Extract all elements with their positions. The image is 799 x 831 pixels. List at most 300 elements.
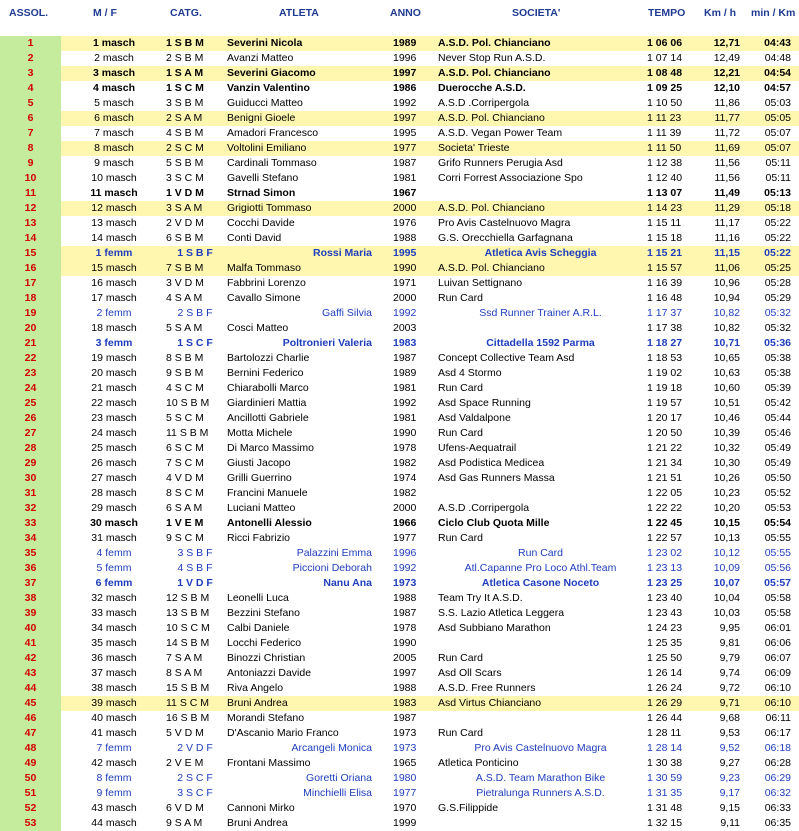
cell-position: 34	[0, 531, 61, 546]
cell-athlete: Fabbrini Lorenzo	[227, 277, 306, 289]
cell-athlete: Cavallo Simone	[227, 292, 301, 304]
cell-speed: 9,95	[719, 622, 740, 634]
cell-time: 1 22 22	[647, 502, 683, 514]
cell-time: 1 28 11	[647, 727, 682, 739]
cell-athlete: Vanzin Valentino	[227, 82, 310, 94]
table-row[interactable]	[0, 126, 799, 141]
cell-pace: 05:22	[764, 247, 791, 259]
cell-pace: 05:22	[764, 217, 791, 229]
cell-speed: 10,71	[713, 337, 740, 349]
cell-pace: 05:29	[764, 292, 791, 304]
cell-time: 1 26 24	[647, 682, 683, 694]
cell-club: S.S. Lazio Atletica Leggera	[438, 607, 565, 619]
cell-position: 51	[0, 786, 61, 801]
cell-time: 1 09 25	[647, 82, 683, 94]
cell-position: 26	[0, 411, 61, 426]
cell-athlete: Luciani Matteo	[227, 502, 296, 514]
cell-club: Atletica Avis Scheggia	[484, 247, 597, 259]
cell-pace: 05:07	[764, 142, 791, 154]
cell-speed: 10,20	[713, 502, 740, 514]
cell-pace: 05:32	[764, 322, 791, 334]
cell-speed: 10,23	[713, 487, 740, 499]
cell-category: 5 S A M	[166, 322, 203, 334]
cell-time: 1 08 48	[647, 67, 683, 79]
cell-position: 49	[0, 756, 61, 771]
cell-club: Concept Collective Team Asd	[438, 352, 575, 364]
cell-category: 2 V D F	[177, 742, 213, 754]
cell-speed: 10,03	[713, 607, 740, 619]
cell-position: 23	[0, 366, 61, 381]
cell-athlete: Malfa Tommaso	[227, 262, 301, 274]
table-row[interactable]	[0, 726, 799, 741]
cell-club	[438, 186, 643, 201]
cell-gender-rank: 32 masch	[91, 592, 137, 604]
cell-year: 1967	[393, 187, 417, 199]
cell-speed: 11,49	[714, 187, 740, 199]
cell-position: 15	[0, 246, 61, 261]
cell-gender-rank: 27 masch	[91, 472, 137, 484]
cell-gender-rank: 24 masch	[91, 427, 137, 439]
cell-pace: 06:10	[764, 682, 791, 694]
cell-year: 1977	[393, 142, 417, 154]
cell-pace: 05:38	[764, 352, 791, 364]
cell-gender-rank: 13 masch	[91, 217, 137, 229]
table-row[interactable]	[0, 246, 799, 261]
cell-athlete: Poltronieri Valeria	[282, 337, 372, 349]
table-row[interactable]	[0, 411, 799, 426]
cell-gender-rank: 8 femm	[96, 772, 132, 784]
cell-year: 1995	[393, 127, 417, 139]
cell-gender-rank: 41 masch	[91, 727, 137, 739]
cell-gender-rank: 28 masch	[91, 487, 137, 499]
cell-pace: 05:36	[764, 337, 791, 349]
cell-athlete: Di Marco Massimo	[227, 442, 314, 454]
table-row[interactable]	[0, 216, 799, 231]
cell-gender-rank: 9 femm	[96, 787, 132, 799]
cell-position: 18	[0, 291, 61, 306]
cell-club: Cittadella 1592 Parma	[486, 337, 595, 349]
cell-club: Run Card	[438, 292, 483, 304]
cell-club: Asd Subbiano Marathon	[438, 622, 551, 634]
table-row[interactable]	[0, 561, 799, 576]
cell-year: 1983	[393, 337, 417, 349]
cell-speed: 9,81	[719, 637, 740, 649]
cell-time: 1 19 02	[647, 367, 683, 379]
cell-gender-rank: 2 masch	[94, 52, 134, 64]
table-row[interactable]	[0, 171, 799, 186]
table-row[interactable]	[0, 486, 799, 501]
cell-athlete: Cardinali Tommaso	[227, 157, 317, 169]
cell-athlete: Giusti Jacopo	[227, 457, 291, 469]
cell-pace: 05:25	[764, 262, 791, 274]
cell-pace: 05:28	[764, 277, 791, 289]
cell-speed: 9,74	[719, 667, 740, 679]
cell-club: Ssd Runner Trainer A.R.L.	[479, 307, 602, 319]
table-row[interactable]	[0, 681, 799, 696]
table-row[interactable]	[0, 516, 799, 531]
cell-time: 1 21 34	[647, 457, 683, 469]
table-row[interactable]	[0, 456, 799, 471]
cell-athlete: Bruni Andrea	[227, 697, 288, 709]
table-row[interactable]	[0, 111, 799, 126]
cell-year: 1974	[393, 472, 417, 484]
cell-year: 2000	[393, 502, 417, 514]
cell-gender-rank: 10 masch	[91, 172, 137, 184]
cell-athlete: Riva Angelo	[227, 682, 284, 694]
cell-pace: 05:54	[764, 517, 791, 529]
cell-year: 1982	[393, 457, 417, 469]
cell-time: 1 25 50	[647, 652, 683, 664]
cell-speed: 10,12	[713, 547, 740, 559]
cell-speed: 10,60	[713, 382, 740, 394]
cell-year: 1997	[393, 112, 417, 124]
table-row[interactable]	[0, 771, 799, 786]
cell-time: 1 06 06	[647, 37, 683, 49]
cell-position: 22	[0, 351, 61, 366]
cell-year: 1977	[393, 787, 417, 799]
col-assol[interactable]: ASSOL.	[9, 7, 49, 19]
cell-club: Asd Podistica Medicea	[438, 457, 545, 469]
cell-category: 5 V D M	[166, 727, 204, 739]
cell-year: 2000	[393, 202, 417, 214]
cell-athlete: Antoniazzi Davide	[227, 667, 312, 679]
cell-speed: 12,49	[713, 52, 740, 64]
cell-athlete: Bartolozzi Charlie	[227, 352, 310, 364]
cell-speed: 9,17	[719, 787, 740, 799]
cell-club: Corri Forrest Associazione Spo	[438, 172, 583, 184]
cell-gender-rank: 29 masch	[91, 502, 137, 514]
cell-year: 1980	[393, 772, 417, 784]
table-row[interactable]	[0, 276, 799, 291]
cell-speed: 11,77	[714, 112, 740, 124]
cell-year: 1990	[393, 262, 417, 274]
table-row[interactable]	[0, 351, 799, 366]
table-row[interactable]	[0, 696, 799, 711]
cell-gender-rank: 14 masch	[91, 232, 137, 244]
cell-pace: 05:58	[764, 607, 791, 619]
cell-position: 38	[0, 591, 61, 606]
cell-time: 1 16 48	[647, 292, 683, 304]
cell-pace: 05:56	[764, 562, 791, 574]
cell-time: 1 20 17	[647, 412, 683, 424]
col-minkm[interactable]: min / Km	[751, 7, 796, 19]
cell-category: 8 S C M	[166, 487, 204, 499]
cell-time: 1 14 23	[647, 202, 683, 214]
cell-pace: 05:57	[764, 577, 791, 589]
cell-pace: 05:22	[764, 232, 791, 244]
cell-time: 1 31 35	[647, 787, 683, 799]
cell-category: 2 S C F	[177, 772, 213, 784]
cell-time: 1 15 57	[647, 262, 683, 274]
cell-category: 1 V D M	[166, 187, 204, 199]
cell-category: 6 V D M	[166, 802, 204, 814]
cell-position: 29	[0, 456, 61, 471]
cell-position: 21	[0, 336, 61, 351]
cell-athlete: Severini Giacomo	[227, 67, 316, 79]
table-row[interactable]	[0, 201, 799, 216]
cell-club: Run Card	[438, 727, 483, 739]
cell-year: 1971	[393, 277, 417, 289]
cell-gender-rank: 6 femm	[95, 577, 133, 589]
cell-athlete: Ancillotti Gabriele	[227, 412, 309, 424]
cell-speed: 9,15	[719, 802, 740, 814]
cell-category: 2 S B M	[166, 52, 204, 64]
table-row[interactable]	[0, 81, 799, 96]
cell-athlete: Nanu Ana	[323, 577, 372, 589]
cell-club: Team Try It A.S.D.	[438, 592, 523, 604]
cell-pace: 06:11	[765, 712, 791, 724]
cell-pace: 05:53	[764, 502, 791, 514]
col-anno[interactable]: ANNO	[390, 7, 421, 19]
cell-position: 45	[0, 696, 61, 711]
table-row[interactable]	[0, 786, 799, 801]
cell-position: 1	[0, 36, 61, 51]
cell-position: 48	[0, 741, 61, 756]
table-row[interactable]	[0, 471, 799, 486]
cell-speed: 10,94	[713, 292, 740, 304]
table-row[interactable]	[0, 501, 799, 516]
cell-athlete: Frontani Massimo	[227, 757, 311, 769]
cell-club: Ciclo Club Quota Mille	[438, 517, 550, 529]
table-row[interactable]	[0, 816, 799, 831]
cell-year: 2000	[393, 292, 417, 304]
cell-category: 2 S A M	[166, 112, 203, 124]
table-row[interactable]	[0, 186, 799, 201]
cell-speed: 12,71	[713, 37, 740, 49]
table-row[interactable]	[0, 711, 799, 726]
cell-category: 2 S B F	[177, 307, 213, 319]
cell-pace: 06:09	[764, 667, 791, 679]
cell-gender-rank: 35 masch	[91, 637, 137, 649]
cell-position: 30	[0, 471, 61, 486]
cell-pace: 05:13	[764, 187, 791, 199]
cell-athlete: Guiducci Matteo	[227, 97, 303, 109]
cell-athlete: Benigni Gioele	[227, 112, 296, 124]
cell-pace: 06:32	[764, 787, 791, 799]
cell-position: 24	[0, 381, 61, 396]
cell-position: 36	[0, 561, 61, 576]
cell-category: 3 S B F	[177, 547, 213, 559]
cell-position: 7	[0, 126, 61, 141]
cell-gender-rank: 19 masch	[91, 352, 137, 364]
cell-time: 1 20 50	[647, 427, 683, 439]
table-row[interactable]	[0, 621, 799, 636]
cell-year: 1989	[393, 367, 417, 379]
table-row[interactable]	[0, 381, 799, 396]
table-row[interactable]	[0, 576, 799, 591]
cell-club: A.S.D. Pol. Chianciano	[438, 112, 545, 124]
table-row[interactable]	[0, 141, 799, 156]
table-row[interactable]	[0, 636, 799, 651]
cell-category: 2 V E M	[166, 757, 204, 769]
cell-athlete: Arcangeli Monica	[291, 742, 372, 754]
cell-gender-rank: 4 masch	[92, 82, 136, 94]
cell-year: 1987	[393, 157, 417, 169]
cell-speed: 10,15	[713, 517, 740, 529]
cell-club: A.S.D. Pol. Chianciano	[438, 202, 545, 214]
cell-pace: 06:07	[764, 652, 791, 664]
cell-speed: 9,23	[719, 772, 740, 784]
cell-gender-rank: 44 masch	[91, 817, 137, 829]
cell-year: 1987	[393, 352, 417, 364]
cell-speed: 10,82	[713, 322, 740, 334]
table-row[interactable]	[0, 606, 799, 621]
cell-speed: 11,56	[714, 172, 740, 184]
cell-position: 2	[0, 51, 61, 66]
table-row[interactable]	[0, 396, 799, 411]
cell-category: 4 S B M	[166, 127, 204, 139]
cell-pace: 06:10	[764, 697, 791, 709]
cell-gender-rank: 37 masch	[91, 667, 137, 679]
cell-speed: 10,07	[713, 577, 740, 589]
cell-gender-rank: 7 femm	[96, 742, 132, 754]
cell-athlete: Motta Michele	[227, 427, 293, 439]
cell-gender-rank: 3 masch	[92, 67, 136, 79]
cell-speed: 9,71	[719, 697, 740, 709]
cell-speed: 9,53	[719, 727, 740, 739]
table-row[interactable]	[0, 366, 799, 381]
cell-pace: 05:49	[764, 442, 791, 454]
table-row[interactable]	[0, 291, 799, 306]
cell-club: G.S.Filippide	[438, 802, 499, 814]
cell-speed: 10,63	[713, 367, 740, 379]
cell-athlete: Bernini Federico	[227, 367, 304, 379]
cell-club: A.S.D .Corripergola	[438, 502, 530, 514]
cell-time: 1 26 29	[647, 697, 683, 709]
cell-category: 16 S B M	[166, 712, 210, 724]
cell-time: 1 30 59	[647, 772, 683, 784]
cell-speed: 9,72	[719, 682, 740, 694]
cell-position: 43	[0, 666, 61, 681]
cell-position: 27	[0, 426, 61, 441]
cell-position: 14	[0, 231, 61, 246]
cell-time: 1 07 14	[647, 52, 683, 64]
cell-category: 3 S B M	[166, 97, 204, 109]
cell-club: A.S.D .Corripergola	[438, 97, 530, 109]
cell-pace: 04:54	[764, 67, 791, 79]
col-catg[interactable]: CATG.	[170, 7, 202, 19]
cell-time: 1 23 43	[647, 607, 683, 619]
cell-gender-rank: 16 masch	[91, 277, 137, 289]
cell-athlete: Rossi Maria	[313, 247, 372, 259]
table-row[interactable]	[0, 51, 799, 66]
table-row[interactable]	[0, 591, 799, 606]
table-row[interactable]	[0, 651, 799, 666]
table-row[interactable]	[0, 156, 799, 171]
cell-athlete: Binozzi Christian	[227, 652, 306, 664]
cell-year: 1977	[393, 532, 417, 544]
cell-pace: 06:35	[764, 817, 791, 829]
cell-year: 2003	[393, 322, 417, 334]
table-row[interactable]	[0, 66, 799, 81]
cell-time: 1 16 39	[647, 277, 683, 289]
cell-pace: 05:55	[764, 532, 791, 544]
cell-athlete: Leonelli Luca	[227, 592, 289, 604]
cell-year: 1987	[393, 607, 417, 619]
table-row[interactable]	[0, 666, 799, 681]
cell-position: 39	[0, 606, 61, 621]
cell-category: 7 S C M	[166, 457, 204, 469]
table-row[interactable]	[0, 531, 799, 546]
cell-year: 1981	[393, 412, 417, 424]
cell-time: 1 18 53	[647, 352, 683, 364]
cell-athlete: Francini Manuele	[227, 487, 308, 499]
cell-category: 5 S B M	[166, 157, 204, 169]
cell-speed: 9,79	[719, 652, 740, 664]
cell-year: 1996	[393, 547, 417, 559]
cell-year: 1996	[393, 52, 417, 64]
cell-speed: 11,16	[714, 232, 740, 244]
cell-category: 10 S C M	[166, 622, 210, 634]
col-societa[interactable]: SOCIETA'	[512, 7, 561, 19]
cell-year: 1997	[393, 667, 417, 679]
col-mf[interactable]: M / F	[93, 7, 117, 19]
cell-athlete: Giardinieri Mattia	[227, 397, 307, 409]
cell-gender-rank: 21 masch	[91, 382, 137, 394]
cell-club: Grifo Runners Perugia Asd	[438, 157, 563, 169]
cell-category: 4 S C M	[166, 382, 204, 394]
col-tempo[interactable]: TEMPO	[648, 7, 686, 19]
cell-club: Never Stop Run A.S.D.	[438, 52, 546, 64]
cell-athlete: Chiarabolli Marco	[227, 382, 309, 394]
cell-category: 8 S B M	[166, 352, 204, 364]
cell-gender-rank: 5 masch	[94, 97, 134, 109]
cell-athlete: Morandi Stefano	[227, 712, 305, 724]
cell-club: Atletica Ponticino	[438, 757, 519, 769]
table-row[interactable]	[0, 96, 799, 111]
cell-gender-rank: 18 masch	[91, 322, 137, 334]
cell-category: 1 S B M	[166, 37, 204, 49]
cell-pace: 05:55	[764, 547, 791, 559]
table-row[interactable]	[0, 426, 799, 441]
cell-category: 15 S B M	[166, 682, 210, 694]
cell-year: 1973	[393, 727, 417, 739]
cell-club	[438, 711, 643, 726]
table-row[interactable]	[0, 741, 799, 756]
table-row[interactable]	[0, 756, 799, 771]
table-row[interactable]	[0, 441, 799, 456]
cell-gender-rank: 25 masch	[91, 442, 137, 454]
table-row[interactable]	[0, 36, 799, 51]
cell-gender-rank: 7 masch	[94, 127, 134, 139]
cell-club	[438, 486, 643, 501]
cell-speed: 11,72	[714, 127, 740, 139]
cell-club: Pro Avis Castelnuovo Magra	[474, 742, 607, 754]
table-row[interactable]	[0, 306, 799, 321]
table-row[interactable]	[0, 336, 799, 351]
cell-category: 11 S B M	[166, 427, 209, 439]
table-row[interactable]	[0, 231, 799, 246]
cell-year: 1992	[393, 562, 417, 574]
cell-club: G.S. Orecchiella Garfagnana	[438, 232, 573, 244]
table-row[interactable]	[0, 321, 799, 336]
col-kmh[interactable]: Km / h	[704, 7, 737, 19]
cell-year: 1992	[393, 307, 417, 319]
table-row[interactable]	[0, 801, 799, 816]
col-atleta[interactable]: ATLETA	[279, 7, 319, 19]
cell-category: 1 V E M	[166, 517, 204, 529]
table-row[interactable]	[0, 261, 799, 276]
cell-position: 8	[0, 141, 61, 156]
table-row[interactable]	[0, 546, 799, 561]
cell-athlete: Palazzini Emma	[296, 547, 372, 559]
cell-club: Run Card	[438, 427, 483, 439]
cell-category: 10 S B M	[166, 397, 210, 409]
cell-year: 1988	[393, 592, 417, 604]
cell-club: Run Card	[518, 547, 563, 559]
cell-speed: 11,06	[714, 262, 740, 274]
cell-speed: 10,26	[713, 472, 740, 484]
